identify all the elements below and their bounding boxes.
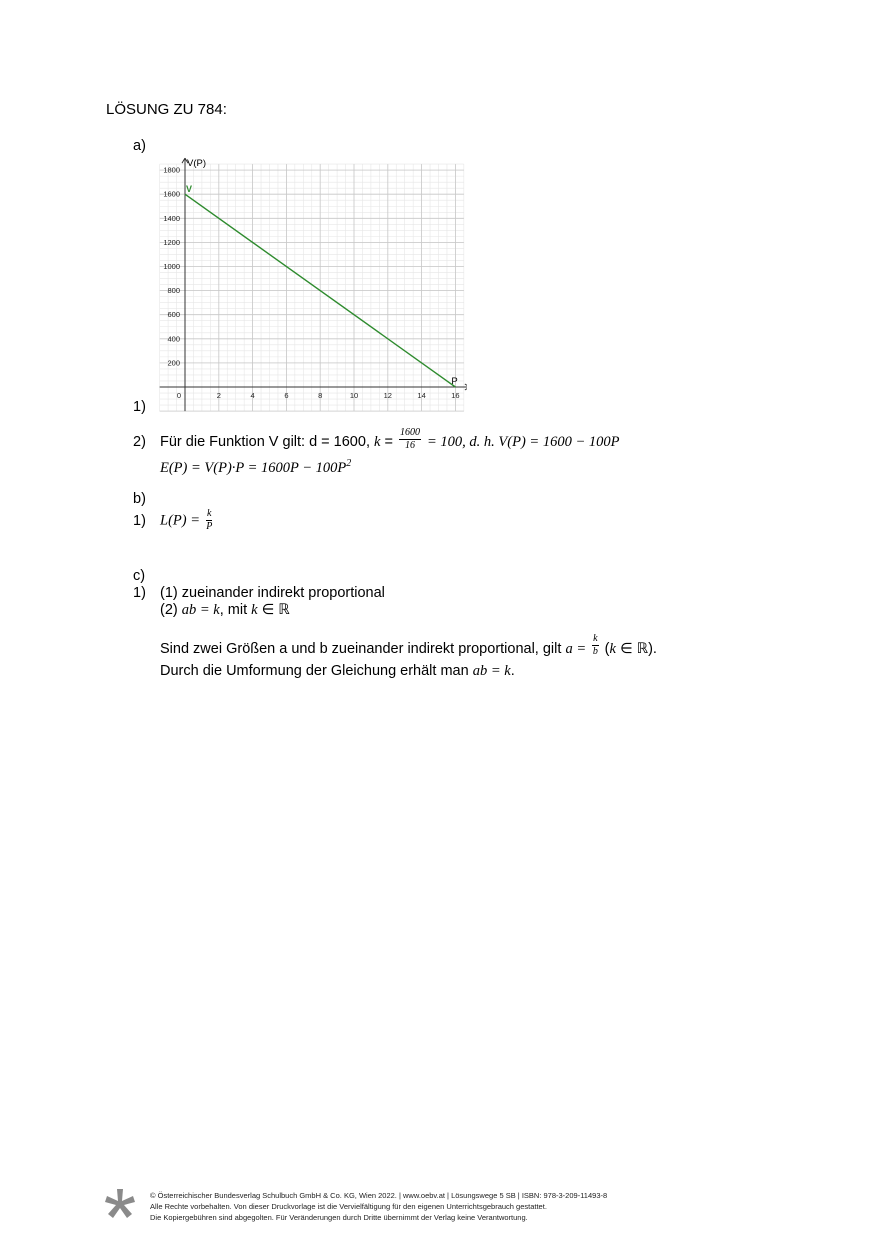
part-a-item1-label: 1) (133, 399, 146, 415)
part-c-paragraph-2 (160, 662, 515, 680)
fraction-k-b (592, 634, 598, 657)
part-c-label: c) (133, 568, 146, 584)
x-tick-label: 10 (349, 391, 359, 400)
fraction-denominator: 16 (404, 439, 415, 451)
item2-rest: = 100, d. h. V(P) = 1600 − 100P (427, 434, 620, 450)
revenue-equation: E(P) = V(P)·P = 1600P − 100P (160, 460, 347, 476)
fraction-denominator: b (592, 645, 598, 657)
y-tick-label: 1000 (163, 262, 180, 271)
part-c-line1: (1) zueinander indirekt proportional (160, 585, 385, 601)
page-title: LÖSUNG ZU 784: (106, 101, 227, 118)
x-axis-label: P (451, 376, 458, 387)
k-symbol: k (251, 602, 258, 618)
fraction-numerator: 1600 (399, 426, 420, 438)
y-tick-label: 1600 (163, 189, 180, 199)
y-tick-label: 200 (167, 358, 180, 368)
fraction-numerator: k (593, 632, 598, 644)
x-tick-label: 4 (250, 391, 255, 400)
element-of-reals: ∈ ℝ). (619, 641, 657, 657)
y-tick-label: 800 (167, 286, 180, 296)
y-axis-label: V(P) (187, 158, 206, 170)
part-b-label: b) (133, 491, 146, 507)
part-a-label: a) (133, 138, 146, 154)
y-tick-label: 1800 (163, 165, 180, 175)
footer-fees: Die Kopiergebühren sind abgegolten. Für Veränderungen durch Dritte übernimmt der Verlag keine Verantwortung. (150, 1213, 528, 1222)
lhs: L(P) = (160, 512, 200, 529)
y-tick-label: 1400 (163, 213, 180, 223)
open-paren: ( (604, 641, 610, 657)
fraction-1600-16 (399, 428, 421, 451)
x-tick-label: 6 (284, 391, 289, 400)
mit-text: , mit (219, 602, 248, 618)
period: . (510, 663, 515, 679)
x-tick-label: 16 (451, 391, 460, 400)
part-a-item2-line1 (160, 426, 620, 451)
x-tick-label: 8 (318, 391, 323, 400)
equals-sign: = (384, 434, 393, 450)
line-chart (155, 152, 467, 412)
para2-text: Durch die Umformung der Gleichung erhält man (160, 663, 469, 679)
item-number: (2) (160, 602, 178, 618)
y-tick-label: 600 (167, 310, 180, 320)
element-of-reals: ∈ ℝ (261, 602, 290, 618)
part-c-line2 (160, 601, 290, 619)
product-equation: ab = k (472, 663, 511, 679)
x-tick-label: 2 (216, 391, 221, 400)
part-a-item2-line2 (160, 455, 351, 477)
part-b-equation (160, 509, 214, 532)
fraction-numerator: k (207, 508, 212, 519)
part-b-item1-label: 1) (133, 513, 146, 529)
a-equals: a = (565, 641, 587, 657)
part-a-item2-label: 2) (133, 434, 146, 450)
footer-copyright: © Österreichischer Bundesverlag Schulbuch GmbH & Co. KG, Wien 2022. | www.oebv.at | Lösungswege 5 SB | ISBN: 978-3-209-11493-8 (150, 1191, 608, 1200)
item2-text: Für die Funktion V gilt: d = 1600, (160, 434, 370, 450)
para1-text: Sind zwei Größen a und b zueinander indirekt proportional, gilt (160, 641, 562, 657)
series-label-V: V (186, 184, 193, 195)
fraction-denominator: P (206, 521, 213, 532)
oebv-asterisk-logo-icon (104, 1188, 136, 1220)
x-tick-label: 14 (417, 391, 426, 400)
k-symbol: k (374, 434, 381, 450)
product-equation: ab = k (181, 602, 220, 618)
footer-rights: Alle Rechte vorbehalten. Von dieser Druckvorlage ist die Vervielfältigung für den eigenen Unterrichtsgebrauch gestattet. (150, 1202, 547, 1211)
y-tick-label: 1200 (163, 237, 180, 247)
k-symbol: k (609, 641, 616, 657)
part-c-item1-label: 1) (133, 585, 146, 601)
fraction-k-p (206, 509, 212, 532)
exponent: 2 (346, 458, 352, 469)
part-c-paragraph-1 (160, 632, 657, 658)
x-tick-label: 0 (176, 391, 182, 400)
y-tick-label: 400 (167, 334, 180, 344)
x-tick-label: 12 (383, 391, 392, 400)
